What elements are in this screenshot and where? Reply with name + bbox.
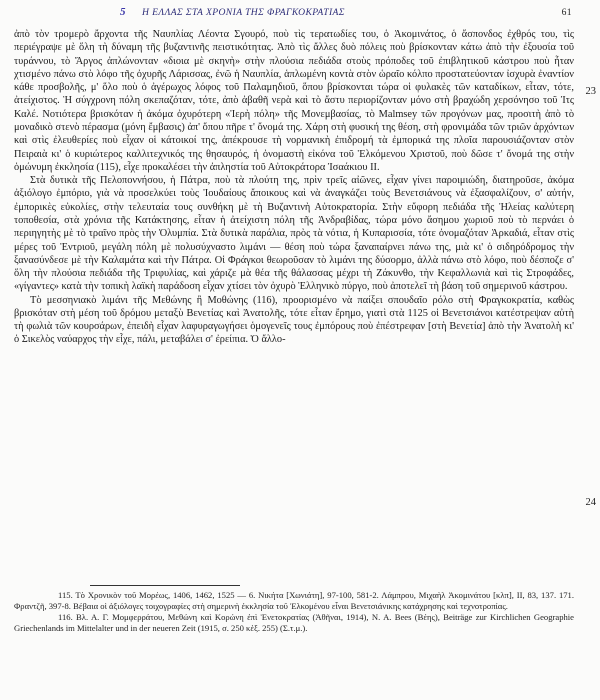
- paragraph: Στὰ δυτικὰ τῆς Πελοποννήσου, ἡ Πάτρα, ποὺ τὰ πλούτη της, πρὶν τρεῖς αἰῶνες, εἶχαν γίνει παροιμιώδη, διατηροῦσε, ἀκόμα ἀξιόλογο ἐμπόριο, γιὰ νὰ προσελκύει τοὺς Ἰουδαίους ἄποικους καὶ νὰ ἀναγκάζει τοὺς Βενετσιάνους νὰ ἐξασφαλίζουν, σ' αὐτήν, ἐμπορικὲς εὐκολίες, στὴν τελευταία τους συνθήκη μὲ τὴ Βυζαντινὴ Αὐτοκρατορία. Στὴν εὔφορη πεδιάδα τῆς Ἠλείας καλύτερη τοποθεσία, στὰ χρόνια τῆς Κατάκτησης, εἶταν ἡ ἀτείχιστη πόλη τῆς Ἀνδραβίδας, τώρα μόνο ἄσημου χωριοῦ ποὺ τὸ περνάει ὁ περιηγητὴς μὲ τὸ τραῖνο πρὸς τὴν Ὀλυμπία. Στὰ δυτικὰ παράλια, πρὸς τὰ νότια, ἡ Κυπαρισσία, τότε ὀνομαζόταν Ἀρκαδιά, εἶταν στὶς μέρες τοῦ Ἐντριοῦ, μεγάλη πόλη μὲ πολυσύχναστο λιμάνι — θέση ποὺ τώρα ξαναπαίρνει πάνω της, μιὰ κι' ὁ σιδηρόδρομος τὴν ξανασύνδεσε μὲ τὴν Καλαμάτα καὶ τὴν Πάτρα. Οἱ Φράγκοι θεωροῦσαν τὸ λιμάνι της δύσορμο, ἀλλὰ πάνω στὸ λόφο, ποὺ δέσποζε σ' ὅλη τὴν πλούσια πεδιάδα τῆς Τριφυλίας, καὶ χάριζε μὰ θέα τῆς θάλασσας μέχρι τὴ Ζάκυνθο, τὴν Κεφαλλωνιὰ καὶ τὶς Στροφάδες, «γίγαντες» κατὰ τὴν τοπικὴ λαϊκὴ παράδοση εἶχαν χτίσει τὸν ὀχυρὸ Ἑλληνικὸ πύργο, ποὺ ἀποτελεῖ τὴ βάση τοῦ σημερινοῦ κάστρου.: [14, 175, 574, 293]
- page-number: 61: [561, 7, 572, 18]
- footnote-116: 116. Βλ. Α. Γ. Μομφερράτου, Μεθώνη καὶ Κορώνη ἐπὶ Ἐνετοκρατίας (Ἀθῆναι, 1914), Ν. Α. Bees (Βέης), Beiträge zur Kirchlichen Geographie Griechenlands im Mittelalter und in der neueren Zeit (1915, σ. 250 κἑξ. 255) (Σ.τ.μ.).: [14, 611, 574, 633]
- paragraph: ἀπὸ τὸν τρομερὸ ἄρχοντα τῆς Ναυπλίας Λέοντα Σγουρό, ποὺ τὶς τερατωδίες του, ὁ Ἀκομινάτος, ὁ ἄσπονδος ἐχθρός του, τὶς περιέγραψε μὲ ὅλη τὴ δύναμη τῆς βυζαντινῆς πειστικότητας. Ἀπὸ τὶς ἄλλες δυὸ πόλεις ποὺ βρίσκονταν κάτω ἀπὸ τὴν ἐξουσία τοῦ τυράννου, τὸ Ἄργος ἀπλώνονταν «διοια μὲ σκηνὴ» στὴν πλούσια πεδιάδα στοὺς πρόποδες τοῦ ἐπιβλητικοῦ κάστρου ποὺ ἦταν χτισμένο πάνω στὸ λόφο τῆς ὀχυρῆς Λάρισσας, ἐνῶ ἡ Ναυπλία, ἁπλωμένη κοντὰ στὸν ὡραῖο κόλπο προστατεύονταν ἰσχυρὰ ἐναντίον κάθε προσβολῆς, μ' ὅλο ποὺ ὁ ἀγέρωχος λόφος τοῦ Παλαμηδιοῦ, ὅπου βρίσκονται τώρα οἱ φυλακὲς τῶν καταδίκων, εἶταν, τότε, ἀτείχιστος. Ἡ σύγχρονη πόλη σκεπαζόταν, τότε, ἀπὸ ἀβαθῆ νερὰ καὶ τὸ ἄστυ περιορίζονταν μόνο στὴ βραχώδη χερσόνησο τοῦ Ἰτς Καλέ. Νοτιότερα βρισκόταν ἡ ἀκόμα ὀχυρότερη «Ἱερὴ πόλη» τῆς Μονεμβασίας, τὸ Malmsey τῶν προγόνων μας, προσιτὴ ἀπὸ τὸ μοναδικὸ στενὸ πέρασμα (μόνη ἔμβασις) ἀπ' ὅπου πῆρε τ' ὄνομά της. Χάρη στὴ φυσική της θέση, στὴ φρονιμάδα τῶν τριῶν ἀρχόντων καὶ στὶς ἐλευθερίες ποὺ εἶχαν οἱ κάτοικοί της, ἀπέκρουσε τὴ νορμανικὴ ἐπιδρομή τὰ ἐμπορικά της πλοῖα παρουσιάζονταν στὸν Πειραιὰ κι' ὁ κυριώτερος καλλιτεχνικός της θησαυρός, ἡ ὀνομαστὴ εἰκόνα τοῦ Ἑλκόμενου Χριστοῦ, ποὺ δῶσε τ' ὄνομά της στὴν ὁμώνυμη ἐκκλησία (115), εἶχε προκαλέσει τὴν ἀπληστία τοῦ Αὐτοκράτορα Ἰσαάκιου ΙΙ.: [14, 29, 574, 173]
- footnotes: [14, 590, 574, 634]
- body-text: [14, 28, 574, 347]
- running-title: Η ΕΛΛΑΣ ΣΤΑ ΧΡΟΝΙΑ ΤΗΣ ΦΡΑΓΚΟΚΡΑΤΙΑΣ: [142, 7, 345, 18]
- footnote-rule: [90, 585, 240, 586]
- running-header: [120, 2, 580, 24]
- margin-number-24: 24: [585, 497, 596, 508]
- chapter-mark: 5: [120, 6, 126, 18]
- footnote-115: 115. Τὸ Χρονικὸν τοῦ Μορέως, 1406, 1462, 1525 — 6. Νικήτα [Χωνιάτη], 97-100, 581-2. Λάμπρου, Μιχαὴλ Ἀκομινάτου [κλπ], ΙΙ, 83, 137. 171. Φραντζῆ, 397-8. Βέβαια οἱ ἀξιόλογες τοιχογραφίες στὴ σημερινὴ ἐκκλησία τοῦ Ἑλκομένου εἶναι Βενετσιάνικης κατάχρησης καὶ τεχνοτροπίας.: [14, 590, 574, 611]
- margin-number-23: 23: [585, 86, 596, 97]
- paragraph: Τὸ μεσσηνιακὸ λιμάνι τῆς Μεθώνης ἢ Μοθώνης (116), προορισμένο νὰ παίξει σπουδαῖο ρόλο στὴ Φραγκοκρατία, καθὼς βρισκόταν στὴ μέση τοῦ δρόμου μεταξὺ Βενετίας καὶ Ἀνατολῆς, τότε εἶταν ἔρημο, γιατὶ στὰ 1125 οἱ Βενετσιάνοι κατέστρεψαν αὐτὴ τὴ φωλιὰ τῶν κουρσάρων, ἐπειδὴ εἶχαν λαφυραγωγήσει ὁμογενεῖς τους ἐμπόρους ποὺ ἐπέστρεφαν [στὴ Βενετία] ἀπὸ τὴν Ἀνατολὴ κι' ὁ Σικελὸς ναύαρχος τὴν εἶχε, πάλι, μεταβάλει σ' ἐρείπια. Ὁ ἄλλο-: [14, 294, 574, 346]
